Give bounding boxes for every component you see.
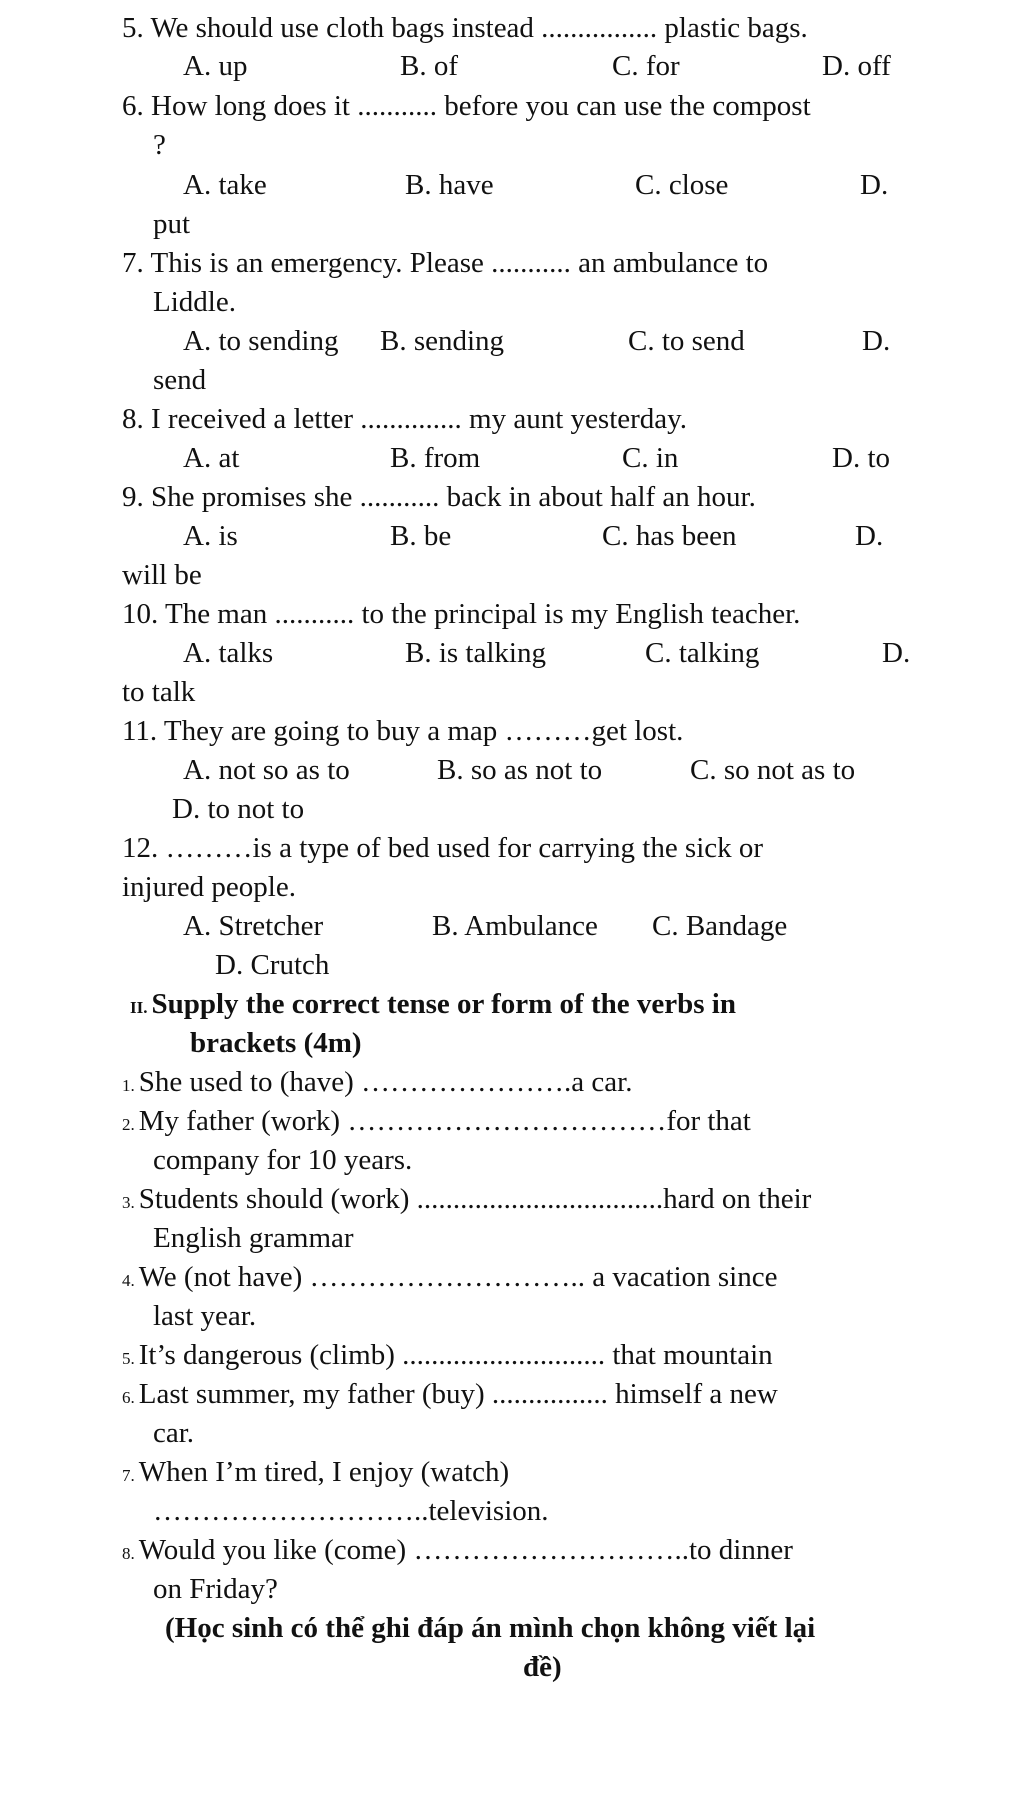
- q7-option-b: B. sending: [380, 325, 505, 357]
- q8-option-c: C. in: [622, 442, 679, 474]
- q6-option-d-cont: put: [153, 208, 191, 240]
- q9-option-c: C. has been: [602, 520, 737, 552]
- question-6-stem: 6. How long does it ........... before you can use the compost: [122, 90, 811, 122]
- verb-item-3-cont: English grammar: [153, 1222, 354, 1254]
- q10-option-c: C. talking: [645, 637, 760, 669]
- q11-option-b: B. so as not to: [437, 754, 603, 786]
- item-number: 8.: [122, 1544, 135, 1563]
- verb-item-2: [122, 1103, 751, 1143]
- verb-item-7: [122, 1454, 509, 1494]
- q12-option-a: A. Stretcher: [183, 910, 324, 942]
- verb-item-4: [122, 1259, 777, 1299]
- item-text: When I’m tired, I enjoy (watch): [138, 1456, 510, 1488]
- item-text: We (not have) ……………………….. a vacation since: [138, 1261, 778, 1293]
- q10-option-b: B. is talking: [405, 637, 546, 669]
- question-12-stem-cont: injured people.: [122, 871, 296, 903]
- q6-option-b: B. have: [405, 169, 494, 201]
- question-7-stem-cont: Liddle.: [153, 286, 236, 318]
- question-9-stem: 9. She promises she ........... back in about half an hour.: [122, 481, 756, 513]
- q9-option-a: A. is: [183, 520, 238, 552]
- q5-option-b: B. of: [400, 50, 458, 82]
- item-text: Last summer, my father (buy) ................ himself a new: [138, 1378, 778, 1410]
- verb-item-6-cont: car.: [153, 1417, 195, 1449]
- question-5-stem: 5. We should use cloth bags instead ................ plastic bags.: [122, 12, 808, 44]
- q8-option-d: D. to: [832, 442, 890, 474]
- verb-item-3: [122, 1181, 811, 1221]
- q9-option-d: D.: [855, 520, 884, 552]
- verb-item-5: [122, 1337, 773, 1377]
- part-two-heading: [130, 986, 736, 1026]
- q10-option-d: D.: [882, 637, 911, 669]
- q12-option-b: B. Ambulance: [432, 910, 598, 942]
- q10-option-d-cont: to talk: [122, 676, 196, 708]
- footer-note-cont: đề): [523, 1651, 562, 1683]
- q12-option-c: C. Bandage: [652, 910, 788, 942]
- part-two-heading-cont: brackets (4m): [190, 1027, 362, 1059]
- q8-option-b: B. from: [390, 442, 481, 474]
- item-text: Students should (work) ..................................hard on their: [138, 1183, 812, 1215]
- footer-note: (Học sinh có thể ghi đáp án mình chọn không viết lại: [165, 1612, 816, 1644]
- question-8-stem: 8. I received a letter .............. my aunt yesterday.: [122, 403, 688, 435]
- verb-item-4-cont: last year.: [153, 1300, 257, 1332]
- q9-option-d-cont: will be: [122, 559, 202, 591]
- q8-option-a: A. at: [183, 442, 240, 474]
- q6-option-d: D.: [860, 169, 889, 201]
- part-two-heading-text: Supply the correct tense or form of the verbs in: [151, 988, 736, 1020]
- verb-item-8: [122, 1532, 793, 1572]
- q5-option-c: C. for: [612, 50, 680, 82]
- q6-option-a: A. take: [183, 169, 267, 201]
- q7-option-c: C. to send: [628, 325, 745, 357]
- verb-item-6: [122, 1376, 778, 1416]
- verb-item-2-cont: company for 10 years.: [153, 1144, 413, 1176]
- verb-item-1: [122, 1064, 632, 1104]
- part-two-numeral: II.: [130, 998, 148, 1017]
- item-text: My father (work) ……………………………for that: [138, 1105, 751, 1137]
- question-7-stem: 7. This is an emergency. Please ........... an ambulance to: [122, 247, 769, 279]
- verb-item-8-cont: on Friday?: [153, 1573, 278, 1605]
- q11-option-d: D. to not to: [172, 793, 305, 825]
- item-number: 4.: [122, 1271, 135, 1290]
- q5-option-d: D. off: [822, 50, 891, 82]
- q10-option-a: A. talks: [183, 637, 274, 669]
- question-10-stem: 10. The man ........... to the principal is my English teacher.: [122, 598, 801, 630]
- item-number: 2.: [122, 1115, 135, 1134]
- q5-option-a: A. up: [183, 50, 248, 82]
- question-12-stem: 12. ………is a type of bed used for carrying the sick or: [122, 832, 764, 864]
- item-number: 7.: [122, 1466, 135, 1485]
- item-number: 3.: [122, 1193, 135, 1212]
- question-11-stem: 11. They are going to buy a map ………get lost.: [122, 715, 684, 747]
- question-6-stem-cont: ?: [153, 129, 166, 161]
- item-number: 6.: [122, 1388, 135, 1407]
- q9-option-b: B. be: [390, 520, 452, 552]
- q11-option-c: C. so not as to: [690, 754, 856, 786]
- item-text: She used to (have) ………………….a car.: [138, 1066, 633, 1098]
- item-text: Would you like (come) ………………………..to dinner: [138, 1534, 793, 1566]
- item-text: It’s dangerous (climb) ............................ that mountain: [138, 1339, 773, 1371]
- q7-option-d: D.: [862, 325, 891, 357]
- q6-option-c: C. close: [635, 169, 729, 201]
- q7-option-a: A. to sending: [183, 325, 339, 357]
- q11-option-a: A. not so as to: [183, 754, 350, 786]
- item-number: 5.: [122, 1349, 135, 1368]
- q12-option-d: D. Crutch: [215, 949, 330, 981]
- verb-item-7-cont: ………………………..television.: [153, 1495, 549, 1527]
- item-number: 1.: [122, 1076, 135, 1095]
- q7-option-d-cont: send: [153, 364, 207, 396]
